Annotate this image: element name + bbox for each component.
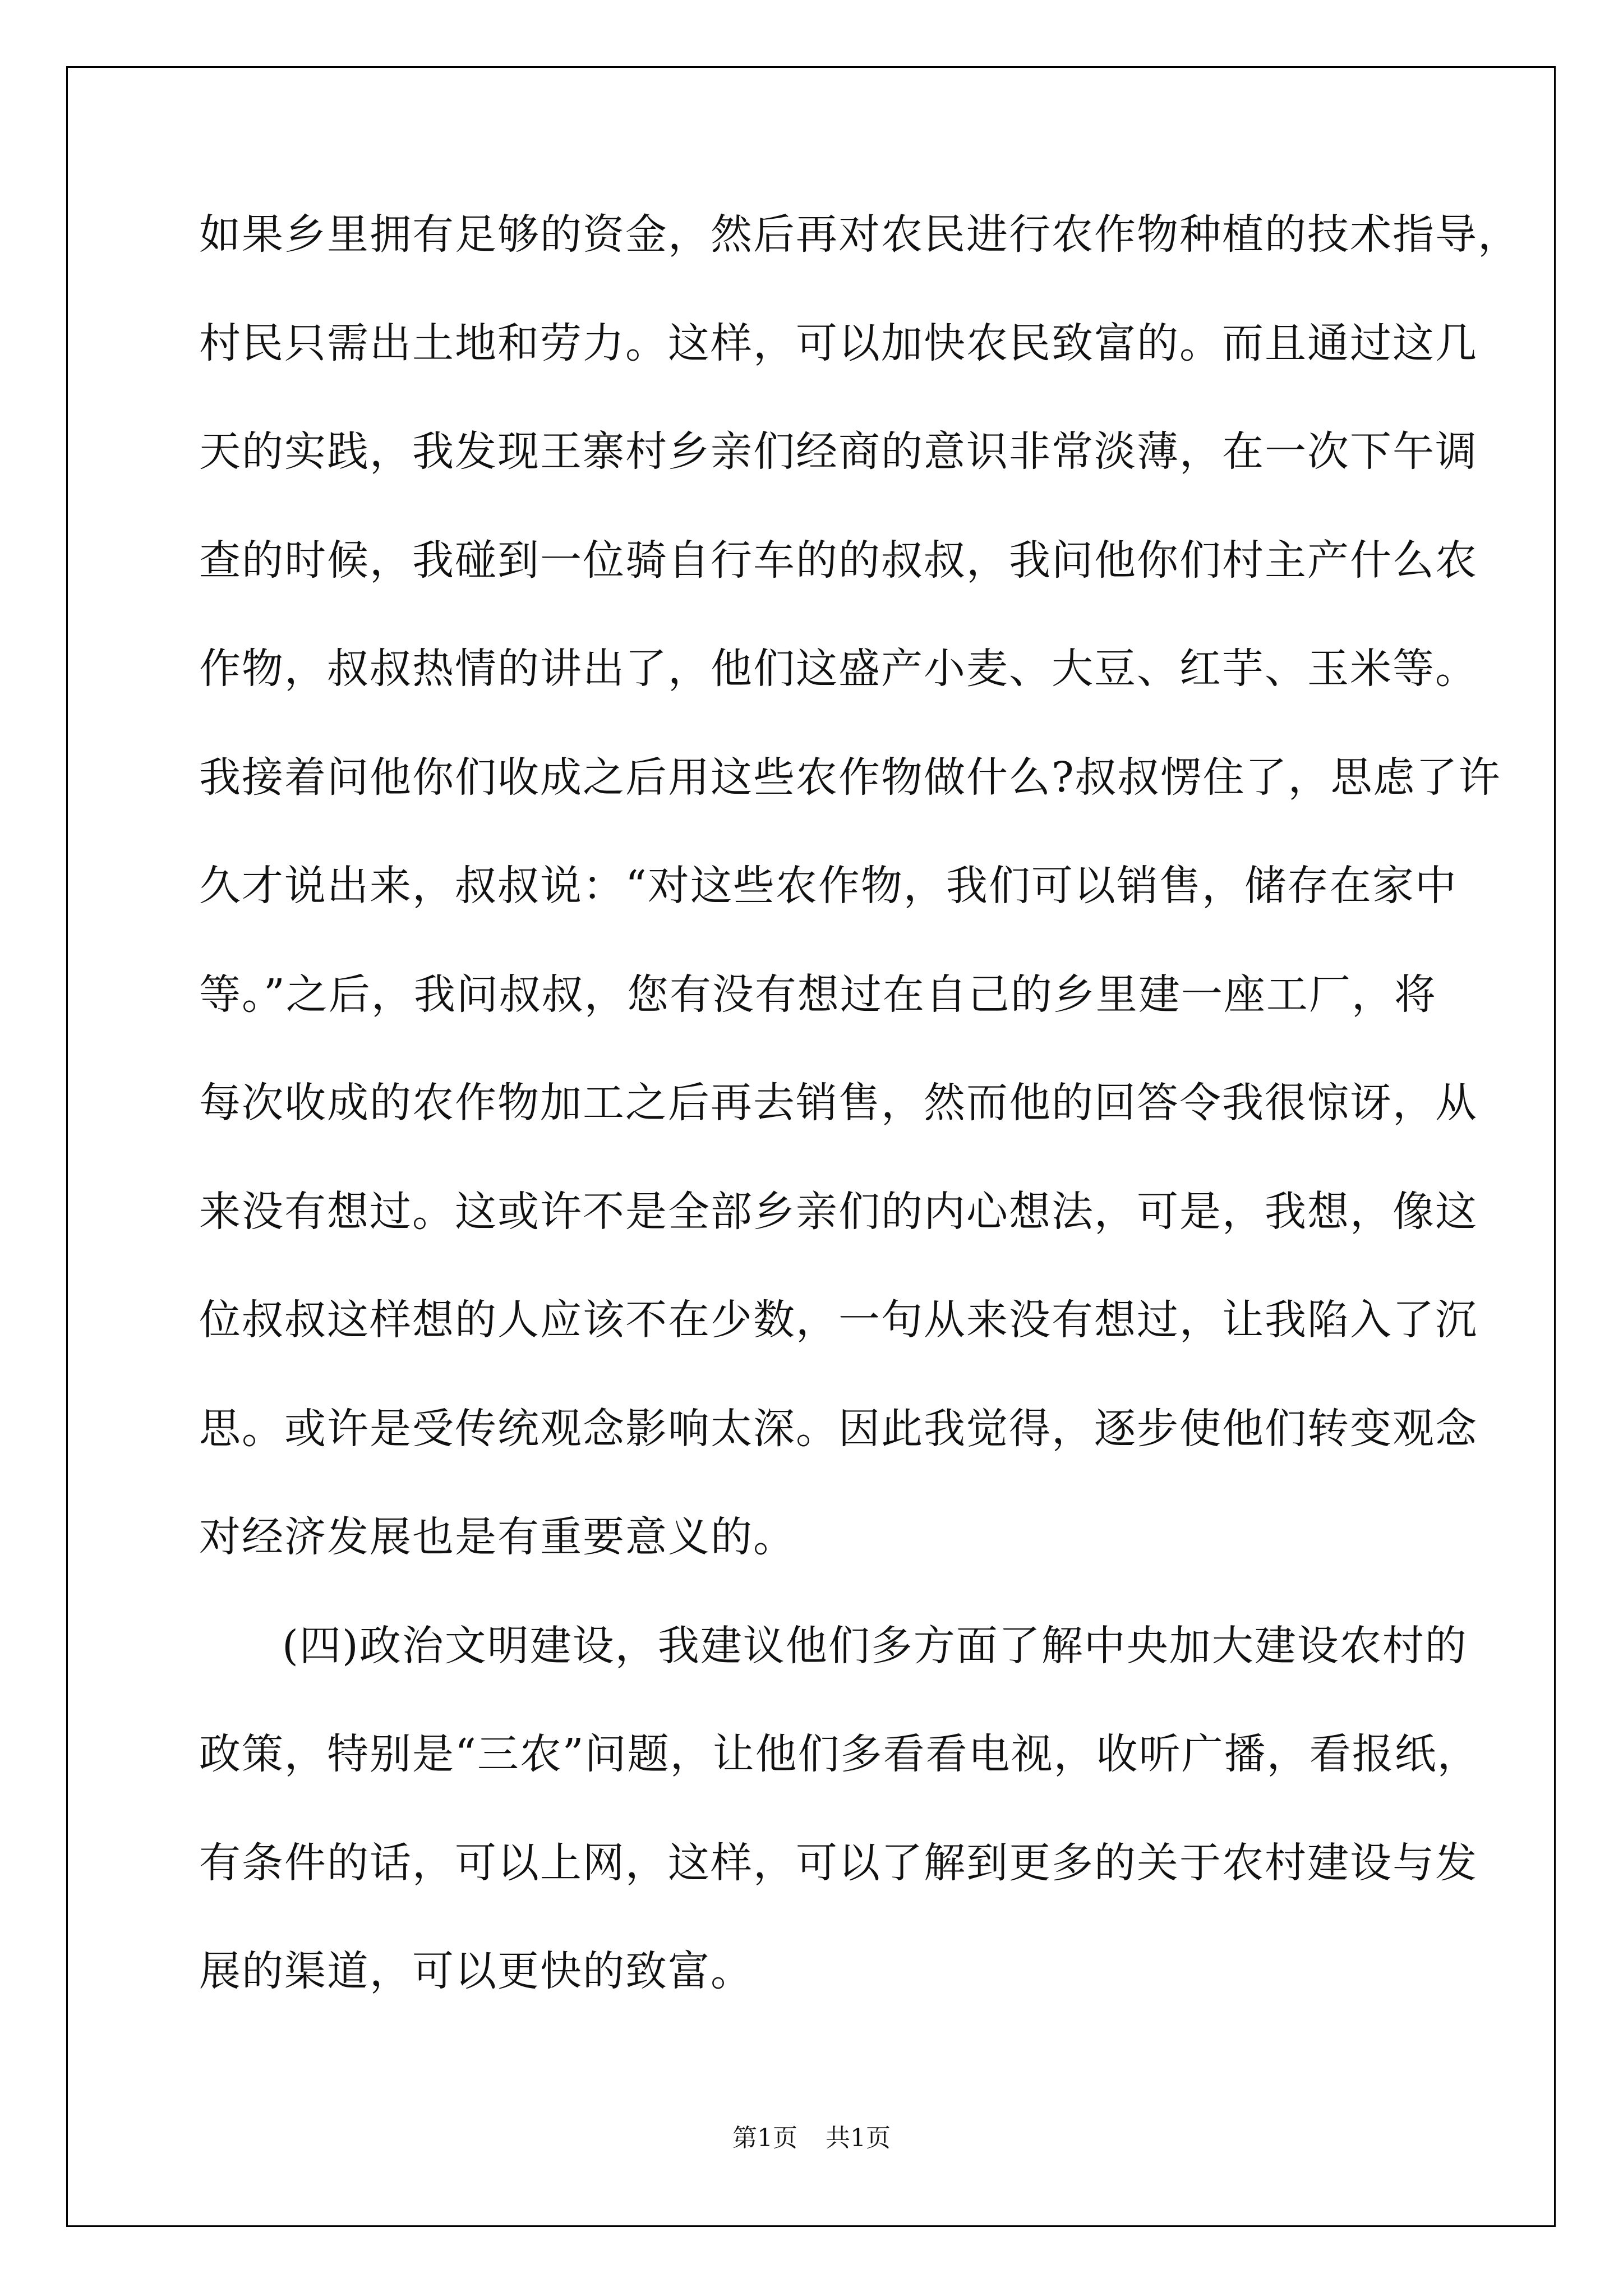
text-line: 等。”之后，我问叔叔，您有没有想过在自己的乡里建一座工厂，将 xyxy=(199,970,1437,1019)
text-line: 每次收成的农作物加工之后再去销售，然而他的回答令我很惊讶，从 xyxy=(199,1079,1478,1127)
text-line: 位叔叔这样想的人应该不在少数，一句从来没有想过，让我陷入了沉 xyxy=(199,1296,1478,1344)
total-pages: 共1页 xyxy=(826,2124,891,2152)
text-line: 久才说出来，叔叔说：“对这些农作物，我们可以销售，储存在家中 xyxy=(199,862,1458,910)
text-line: 对经济发展也是有重要意义的。 xyxy=(199,1513,796,1561)
paragraph-start-line: (四)政治文明建设，我建议他们多方面了解中央加大建设农村的 xyxy=(282,1621,1468,1670)
text-line: 有条件的话，可以上网，这样，可以了解到更多的关于农村建设与发 xyxy=(199,1838,1478,1887)
body-text xyxy=(199,181,1520,2026)
text-line: 如果乡里拥有足够的资金，然后再对农民进行农作物种植的技术指导， xyxy=(199,210,1520,259)
text-line: 村民只需出土地和劳力。这样，可以加快农民致富的。而且通过这几 xyxy=(199,319,1478,367)
text-line: 作物，叔叔热情的讲出了，他们这盛产小麦、大豆、红芋、玉米等。 xyxy=(199,645,1478,693)
text-line: 天的实践，我发现王寨村乡亲们经商的意识非常淡薄，在一次下午调 xyxy=(199,427,1478,476)
text-line: 查的时候，我碰到一位骑自行车的的叔叔，我问他你们村主产什么农 xyxy=(199,536,1478,585)
text-line: 我接着问他你们收成之后用这些农作物做什么?叔叔愣住了，思虑了许 xyxy=(199,753,1501,802)
text-line: 政策，特别是“三农”问题，让他们多看看电视，收听广播，看报纸， xyxy=(199,1730,1480,1778)
text-line: 展的渠道，可以更快的致富。 xyxy=(199,1947,753,1995)
page-number: 第1页 xyxy=(732,2124,797,2152)
text-line: 来没有想过。这或许不是全部乡亲们的内心想法，可是，我想，像这 xyxy=(199,1187,1478,1236)
text-line: 思。或许是受传统观念影响太深。因此我觉得，逐步使他们转变观念 xyxy=(199,1404,1478,1453)
page-footer xyxy=(0,2118,1623,2154)
